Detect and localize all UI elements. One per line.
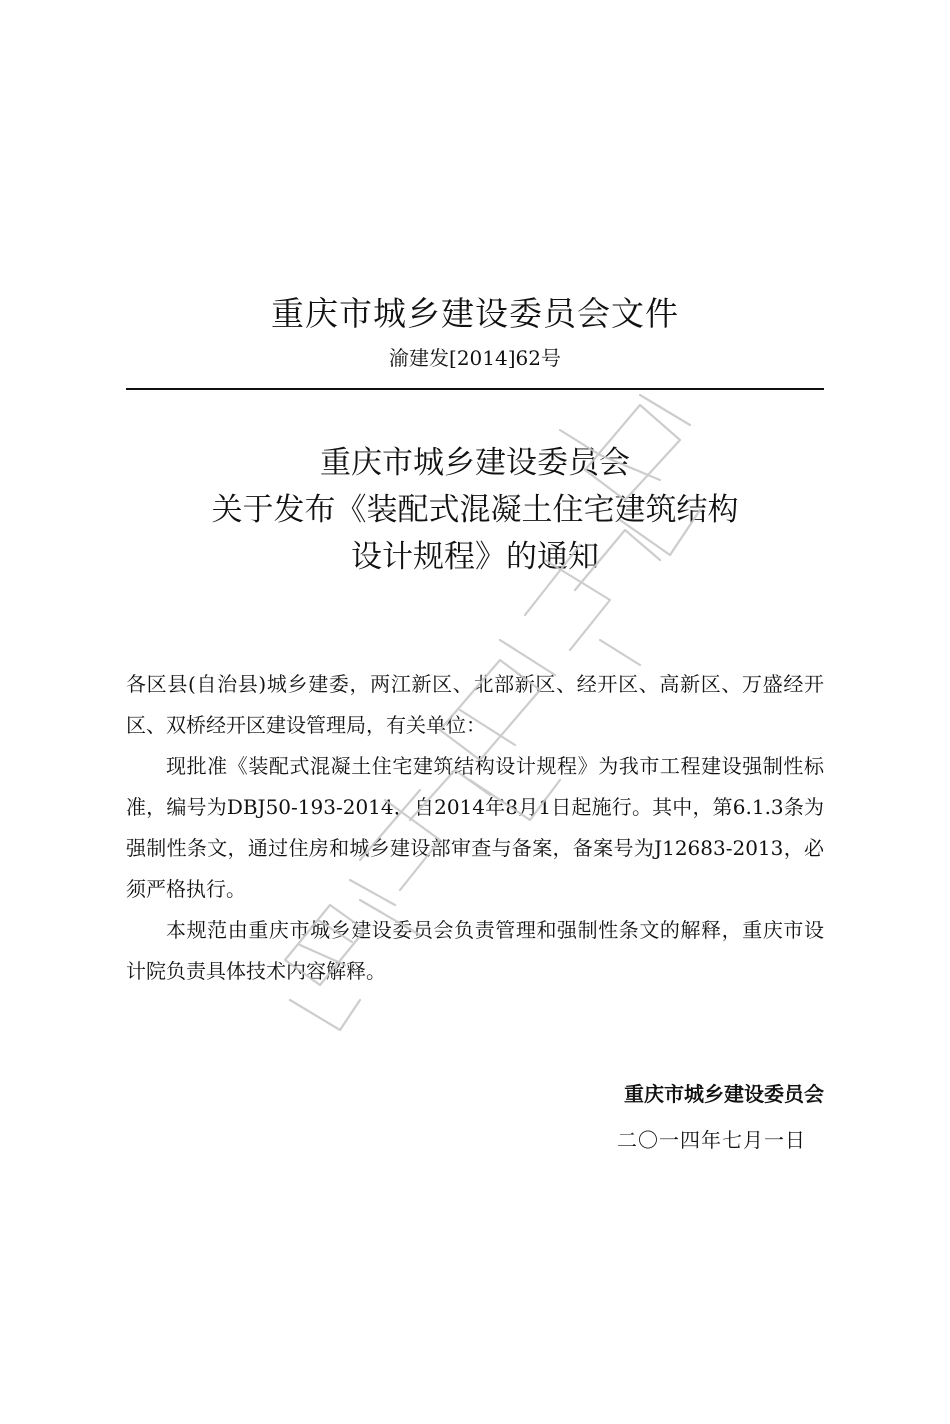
document-header-title: 重庆市城乡建设委员会文件	[271, 294, 679, 333]
signing-date: 二〇一四年七月一日	[617, 1128, 806, 1152]
notice-title-line-1: 重庆市城乡建设委员会	[320, 445, 630, 481]
management-paragraph: 本规范由重庆市城乡建设委员会负责管理和强制性条文的解释，重庆市设计院负责具体技术内容解释。	[126, 918, 824, 983]
header-divider	[126, 388, 824, 390]
notice-title-line-3: 设计规程》的通知	[351, 539, 599, 575]
signing-organization: 重庆市城乡建设委员会	[624, 1082, 824, 1106]
recipients-paragraph: 各区县(自治县)城乡建委，两江新区、北部新区、经开区、高新区、万盛经开区、双桥经开区建设管理局，有关单位：	[126, 672, 824, 737]
notice-title-line-2: 关于发布《装配式混凝土住宅建筑结构	[211, 492, 739, 528]
approval-paragraph: 现批准《装配式混凝土住宅建筑结构设计规程》为我市工程建设强制性标准，编号为DBJ50-193-2014，自2014年8月1日起施行。其中，第6.1.3条为强制性条文，通过住房和城乡建设部审查与备案，备案号为J12683-2013，必须严格执行。	[126, 754, 824, 901]
notice-body	[126, 664, 824, 992]
notice-title	[0, 440, 950, 581]
document-number: 渝建发[2014]62号	[389, 346, 561, 370]
